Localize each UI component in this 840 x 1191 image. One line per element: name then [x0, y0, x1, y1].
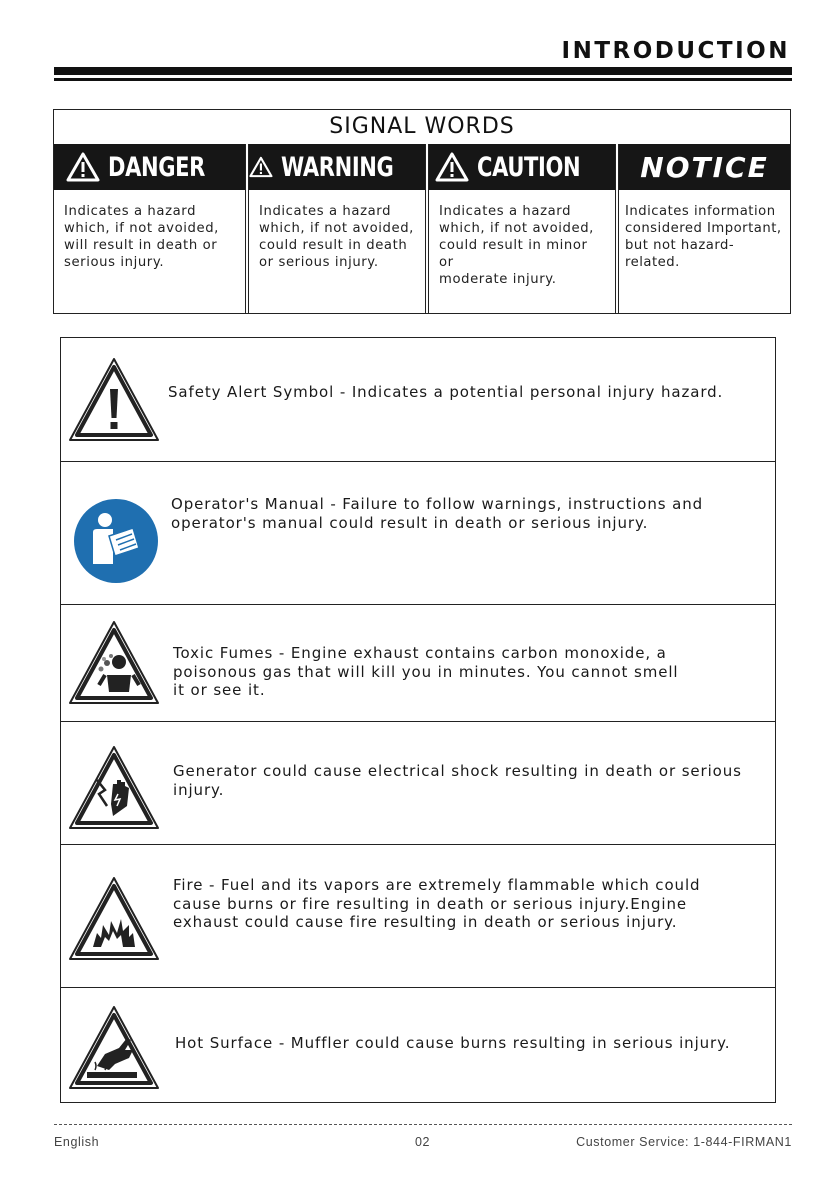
signal-word-label: CAUTION [476, 151, 581, 183]
warning-triangle-icon [66, 152, 100, 182]
electric-shock-icon [67, 744, 161, 832]
list-item [61, 604, 775, 721]
safety-symbols-list [60, 337, 776, 1103]
header-rule-thick [54, 67, 792, 75]
footer-customer-service: Customer Service: 1-844-FIRMAN1 [576, 1135, 792, 1149]
warning-triangle-icon [249, 152, 273, 182]
signal-word-description: Indicates a hazard which, if not avoided, could result in minor or moderate injury. [439, 204, 594, 287]
signal-word-label: DANGER [108, 151, 206, 183]
pictogram-text: Toxic Fumes - Engine exhaust contains carbon monoxide, a poisonous gas that will kill you in minutes. You cannot smell it or see it. [173, 644, 679, 699]
list-item [61, 987, 775, 1104]
list-item [61, 844, 775, 987]
signal-words-title: SIGNAL WORDS [329, 114, 515, 139]
pictogram-text: Hot Surface - Muffler could cause burns resulting in serious injury. [175, 1034, 731, 1052]
hot-surface-icon [67, 1004, 161, 1092]
toxic-fumes-icon [67, 619, 161, 707]
fire-icon [67, 875, 161, 963]
list-item [61, 338, 775, 461]
footer-language: English [54, 1135, 100, 1149]
pictogram-text: Safety Alert Symbol - Indicates a potential personal injury hazard. [168, 383, 724, 401]
pictogram-text: Generator could cause electrical shock resulting in death or serious injury. [173, 762, 742, 799]
signal-word-description: Indicates a hazard which, if not avoided, will result in death or serious injury. [64, 204, 219, 270]
safety-alert-icon [67, 356, 161, 444]
list-item [61, 461, 775, 604]
signal-word-description: Indicates information considered Important, but not hazard-related. [625, 204, 782, 270]
list-item [61, 721, 775, 844]
page-title: INTRODUCTION [561, 38, 790, 64]
pictogram-text: Operator's Manual - Failure to follow warnings, instructions and operator's manual could result in death or serious injury. [171, 495, 704, 532]
pictogram-text: Fire - Fuel and its vapors are extremely flammable which could cause burns or fire resulting in death or serious injury.Engine exhaust could cause fire resulting in death or serious injury. [173, 876, 701, 931]
signal-word-notice [615, 144, 790, 313]
footer-divider [54, 1124, 792, 1125]
operators-manual-icon [73, 498, 159, 584]
signal-word-description: Indicates a hazard which, if not avoided, could result in death or serious injury. [259, 204, 414, 270]
warning-triangle-icon [435, 152, 469, 182]
signal-word-caution [425, 144, 615, 313]
header-rule-thin [54, 78, 792, 81]
signal-word-label: WARNING [280, 151, 394, 183]
signal-words-table [53, 109, 791, 314]
signal-word-label: NOTICE [640, 150, 769, 184]
signal-word-danger [54, 144, 245, 313]
signal-word-warning [245, 144, 425, 313]
page-number: 02 [415, 1135, 431, 1149]
